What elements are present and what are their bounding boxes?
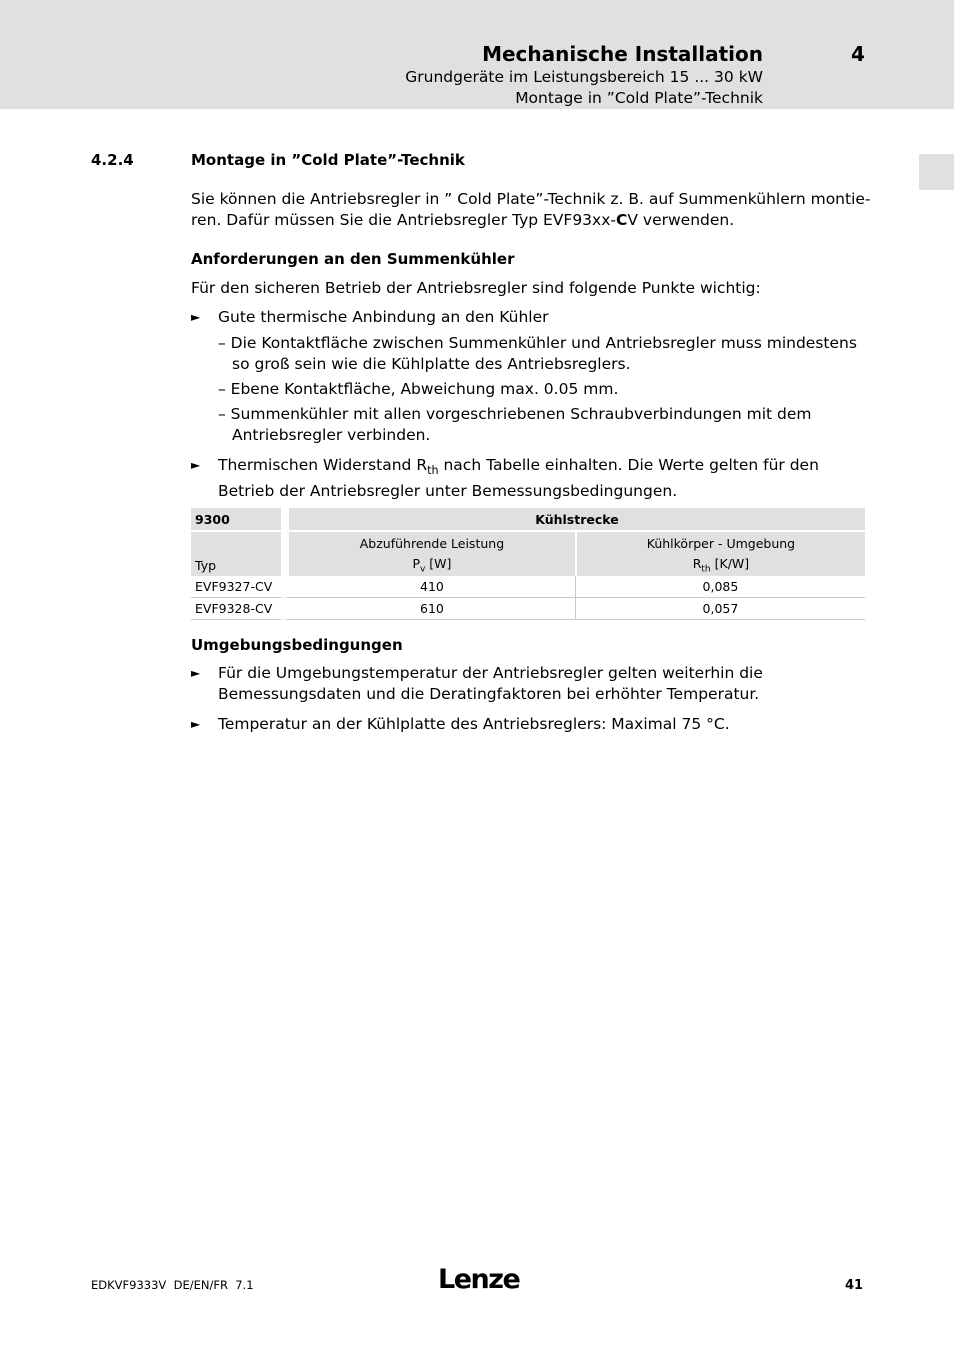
requirements-dash-2: – Ebene Kontaktfläche, Abweichung max. 0.05 mm. [218, 380, 619, 398]
table-group-header: Kühlstrecke [281, 508, 865, 530]
intro-paragraph [191, 189, 871, 231]
lenze-logo: Lenze [438, 1264, 520, 1295]
bullet-triangle-icon: ► [191, 310, 201, 324]
thermal-resistance-table [191, 508, 865, 620]
chapter-title: Mechanische Installation [482, 42, 763, 66]
bullet-triangle-icon: ► [191, 666, 201, 680]
row-power: 610 [281, 598, 575, 620]
rth-text-post: nach Tabelle einhalten. Die Werte gelten für den Betrieb der Antriebsregler unter Bemessungsbedingungen. [218, 456, 819, 501]
col1-label: Abzuführende Leistung [281, 530, 575, 554]
row-type: EVF9327-CV [191, 576, 281, 598]
row-power: 410 [281, 576, 575, 598]
bullet-triangle-icon: ► [191, 458, 201, 472]
rth-subscript: th [427, 464, 439, 478]
header-subtitle-2: Montage in ”Cold Plate”-Technik [515, 89, 763, 107]
rth-text-pre: Thermischen Widerstand R [218, 456, 428, 474]
section-title: Montage in ”Cold Plate”-Technik [191, 151, 465, 169]
col2-label: Kühlkörper - Umgebung [575, 530, 865, 554]
environment-bullet-1: Für die Umgebungstemperatur der Antriebsregler gelten weiterhin die Bemessungsdaten und die Deratingfaktoren bei erhöhter Temperatur. [218, 664, 763, 703]
table-row [191, 576, 865, 598]
header-band [0, 0, 954, 109]
environment-bullet-2: Temperatur an der Kühlplatte des Antriebsreglers: Maximal 75 °C. [218, 715, 730, 733]
requirements-dash-1: – Die Kontaktfläche zwischen Summenkühler und Antriebsregler muss mindestens so groß sein wie die Kühlplatte des Antriebsreglers. [218, 334, 857, 373]
chapter-side-tab [919, 154, 954, 190]
footer-doc-code: EDKVF9333V DE/EN/FR 7.1 [91, 1278, 254, 1292]
row-rth: 0,085 [575, 576, 865, 598]
page-number: 41 [845, 1278, 864, 1293]
requirements-bullet-1: Gute thermische Anbindung an den Kühler [218, 308, 549, 326]
header-subtitle-1: Grundgeräte im Leistungsbereich 15 ... 30 kW [405, 68, 763, 86]
intro-text-1: Sie können die Antriebsregler in ” Cold Plate”-Technik z. B. auf Summenkühlern montie- ren. Dafür müssen Sie die Antriebsregler Typ EVF93xx- [191, 190, 871, 229]
table-units-row [191, 554, 865, 576]
requirements-dash-3: – Summenkühler mit allen vorgeschriebenen Schraubverbindungen mit dem Antriebsregler verbinden. [218, 405, 812, 444]
section-number: 4.2.4 [91, 151, 134, 169]
col2-unit: $R_{th}$ [K/W] [575, 554, 865, 576]
intro-bold-c: C [616, 211, 628, 229]
row-rth: 0,057 [575, 598, 865, 620]
chapter-number: 4 [851, 42, 865, 66]
table-row [191, 598, 865, 620]
intro-text-2: V verwenden. [627, 211, 735, 229]
requirements-heading: Anforderungen an den Summenkühler [191, 250, 515, 268]
requirements-lead: Für den sicheren Betrieb der Antriebsregler sind folgende Punkte wichtig: [191, 279, 761, 297]
col1-unit: $P_v$ [W] [281, 554, 575, 576]
bullet-triangle-icon: ► [191, 717, 201, 731]
requirements-bullet-2 [218, 455, 868, 502]
table-series: 9300 [191, 508, 281, 530]
row-type: EVF9328-CV [191, 598, 281, 620]
table-header-row [191, 508, 865, 530]
col-type: Typ [191, 554, 281, 576]
environment-heading: Umgebungsbedingungen [191, 636, 403, 654]
table-subheader-row [191, 530, 865, 554]
